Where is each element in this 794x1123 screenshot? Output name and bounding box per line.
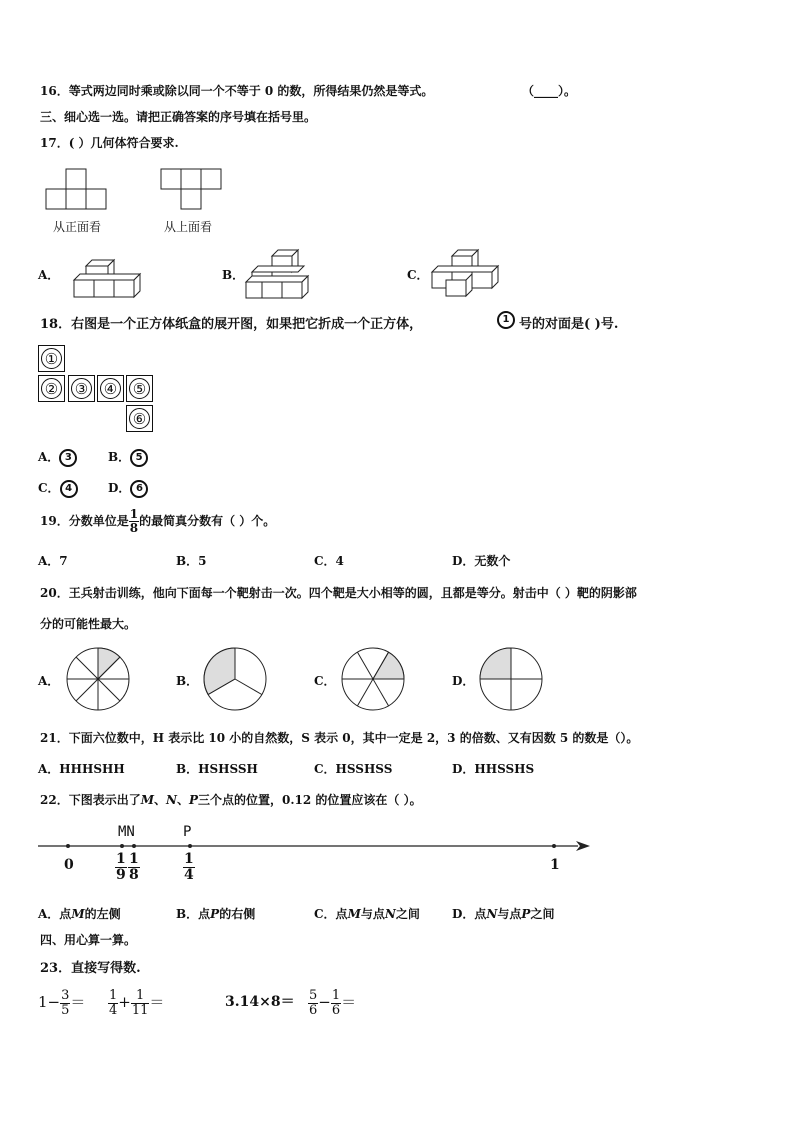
- label-zero: 0: [64, 857, 74, 873]
- target-c: [341, 647, 405, 711]
- q19-option-a[interactable]: A．7: [38, 554, 68, 568]
- net-face-6: ⑥: [126, 405, 153, 432]
- q22-option-a[interactable]: A．点M的左侧: [38, 907, 121, 921]
- fraction-one-quarter: $\frac{1}{4}$: [184, 851, 194, 883]
- q21-option-b[interactable]: B．HSHSSH: [176, 762, 258, 776]
- q21-text: 21．下面六位数中，H 表示比 10 小的自然数，S 表示 0，其中一定是 2，3 的倍数、又有因数 5 的数是（）。: [40, 731, 639, 745]
- q17-option-a[interactable]: A．: [38, 268, 60, 282]
- point-n: [132, 844, 136, 848]
- q19-fraction: $\frac{1}{8}$: [129, 507, 139, 535]
- q17-text: 17．( ）几何体符合要求.: [40, 136, 179, 150]
- circled-six: 6: [130, 480, 148, 498]
- q21-option-c[interactable]: C．HSSHSS: [314, 762, 393, 776]
- q20-line2: 分的可能性最大。: [40, 617, 137, 631]
- point-p: [188, 844, 192, 848]
- q18-text-b: 号的对面是( )号.: [519, 317, 619, 332]
- q19-option-c[interactable]: C．4: [314, 554, 344, 568]
- q17-top-view-label: 从上面看: [164, 220, 213, 234]
- target-d-shaded: [480, 648, 511, 679]
- q21-option-a[interactable]: A．HHHSHH: [38, 762, 125, 776]
- q17-option-a-solid: [72, 250, 142, 300]
- q20-option-b[interactable]: B．: [176, 674, 199, 688]
- section3-heading: 三、细心选一选。请把正确答案的序号填在括号里。: [40, 110, 317, 124]
- q18-option-d[interactable]: D． 6: [108, 479, 148, 498]
- q23-text: 23．直接写得数.: [40, 961, 141, 976]
- q22-option-d[interactable]: D．点N与点P之间: [452, 907, 555, 921]
- point-zero: [66, 844, 70, 848]
- circled-four: 4: [60, 480, 78, 498]
- target-b: [203, 647, 267, 711]
- q19-question: 19．分数单位是 $\frac{1}{8}$ 的最简真分数有（ ）个。: [40, 507, 276, 535]
- fraction-one-eighth: $\frac{1}{8}$: [129, 851, 139, 883]
- net-face-5: ⑤: [126, 375, 153, 402]
- net-face-3: ③: [68, 375, 95, 402]
- circled-five: 5: [130, 449, 148, 467]
- q18-option-a[interactable]: A． 3: [38, 448, 77, 467]
- q18-option-b[interactable]: B． 5: [108, 448, 148, 467]
- q18-text-a: 18．右图是一个正方体纸盒的展开图，如果把它折成一个正方体，: [40, 317, 423, 332]
- q19-option-d[interactable]: D．无数个: [452, 554, 511, 568]
- q17-front-view: [46, 168, 116, 210]
- net-face-1: ①: [38, 345, 65, 372]
- q17-option-b-solid: [244, 248, 314, 302]
- q17-option-c[interactable]: C．: [407, 268, 429, 282]
- q18-option-c[interactable]: C． 4: [38, 479, 78, 498]
- q22-option-c[interactable]: C．点M与点N之间: [314, 907, 420, 921]
- q21-option-d[interactable]: D．HHSSHS: [452, 762, 535, 776]
- number-line-arrow: [576, 841, 590, 851]
- q20-option-a[interactable]: A．: [38, 674, 60, 688]
- q16-blank[interactable]: （____）。: [522, 84, 577, 98]
- q17-option-b[interactable]: B．: [222, 268, 245, 282]
- q23-expr-1: 1− $\frac{3}{5}$ ＝: [38, 987, 86, 1018]
- point-one: [552, 844, 556, 848]
- q19-option-b[interactable]: B．5: [176, 554, 207, 568]
- label-mn: MN: [118, 824, 135, 840]
- q18-circled-mark: 1: [497, 311, 515, 329]
- q17-front-view-label: 从正面看: [53, 220, 102, 234]
- q22-question: 22．下图表示出了M、N、P三个点的位置，0.12 的位置应该在（ ）。: [40, 793, 422, 807]
- q20-line1: 20．王兵射击训练，他向下面每一个靶射击一次。四个靶是大小相等的圆，且都是等分。射击中（ ）靶的阴影部: [40, 586, 637, 600]
- target-a: [66, 647, 130, 711]
- q17-option-c-solid: [430, 248, 502, 302]
- q23-expr-3: 3.14×8＝: [225, 994, 295, 1010]
- q20-option-c[interactable]: C．: [314, 674, 336, 688]
- fraction-one-ninth: $\frac{1}{9}$: [116, 851, 126, 883]
- q17-top-view: [160, 168, 230, 210]
- net-face-4: ④: [97, 375, 124, 402]
- point-m: [120, 844, 124, 848]
- q20-option-d[interactable]: D．: [452, 674, 475, 688]
- circled-three: 3: [59, 449, 77, 467]
- q16-text: 16．等式两边同时乘或除以同一个不等于 0 的数，所得结果仍然是等式。: [40, 84, 434, 98]
- q23-expr-4: $\frac{5}{6}$ − $\frac{1}{6}$ ＝: [309, 987, 357, 1018]
- target-d: [479, 647, 543, 711]
- net-face-2: ②: [38, 375, 65, 402]
- label-one: 1: [550, 857, 560, 873]
- section4-heading: 四、用心算一算。: [40, 933, 137, 947]
- label-p: P: [183, 824, 192, 840]
- q22-option-b[interactable]: B．点P的右侧: [176, 907, 256, 921]
- q23-expr-2: $\frac{1}{4}$ + $\frac{1}{11}$ ＝: [109, 987, 165, 1018]
